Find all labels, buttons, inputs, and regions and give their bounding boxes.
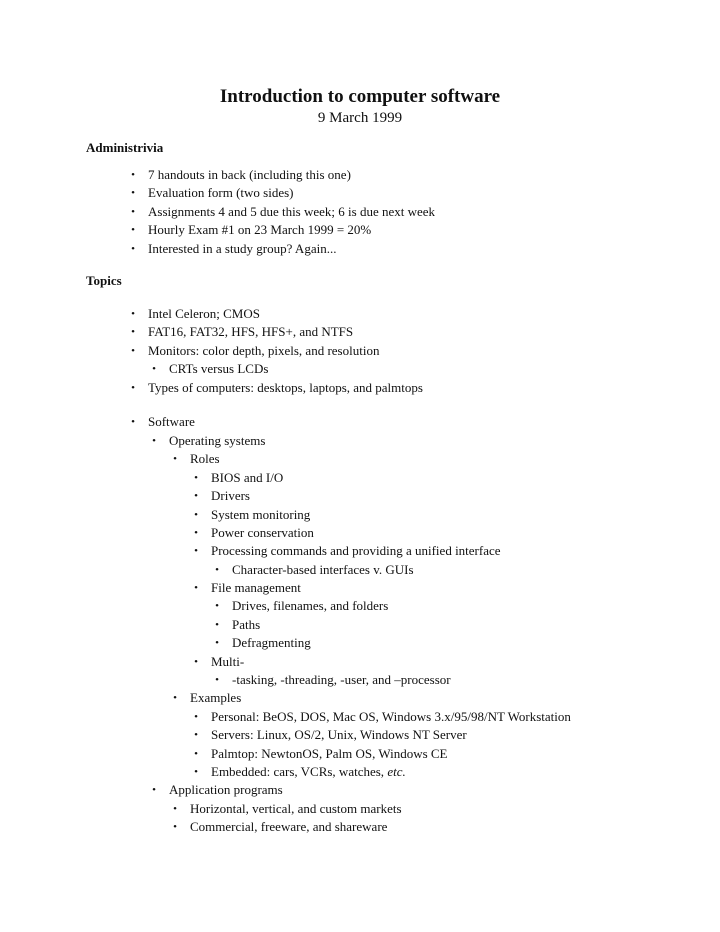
list-item-text: Monitors: color depth, pixels, and resolution: [148, 343, 380, 358]
list-item: [215, 598, 389, 614]
list-item: [152, 361, 269, 377]
list-item-text: 7 handouts in back (including this one): [148, 167, 351, 182]
list-item-text: Application programs: [169, 782, 283, 797]
list-item: [194, 709, 571, 725]
list-item-text: Examples: [190, 690, 242, 705]
bullet-icon: •: [194, 527, 198, 539]
bullet-icon: •: [131, 169, 135, 181]
list-item-text: [211, 764, 406, 780]
list-item-text: Personal: BeOS, DOS, Mac OS, Windows 3.x/95/98/NT Workstation: [211, 709, 571, 724]
list-item-text: Types of computers: desktops, laptops, and palmtops: [148, 380, 423, 395]
bullet-icon: •: [215, 674, 219, 686]
bullet-icon: •: [194, 766, 198, 778]
list-item-text: Operating systems: [169, 433, 266, 448]
document-title: Introduction to computer software: [219, 86, 501, 107]
list-item: [152, 433, 266, 449]
bullet-icon: •: [152, 363, 156, 375]
document-date: 9 March 1999: [317, 110, 403, 126]
bullet-icon: •: [194, 729, 198, 741]
list-item-text: Palmtop: NewtonOS, Palm OS, Windows CE: [211, 746, 448, 761]
section-heading-administrivia: Administrivia: [86, 140, 164, 155]
list-item: [173, 451, 220, 467]
list-item-text: Processing commands and providing a unified interface: [211, 543, 501, 558]
bullet-icon: •: [194, 582, 198, 594]
list-item-text: Power conservation: [211, 525, 314, 540]
list-item-text: Hourly Exam #1 on 23 March 1999 = 20%: [148, 222, 372, 237]
list-item: [194, 543, 501, 559]
list-item: [152, 782, 283, 798]
bullet-icon: •: [215, 564, 219, 576]
list-item-text: Roles: [190, 451, 220, 466]
list-item: [194, 580, 301, 596]
list-item: [131, 343, 380, 359]
list-item: [194, 746, 448, 762]
list-item: [194, 727, 467, 743]
list-item-text: -tasking, -threading, -user, and –processor: [232, 672, 451, 687]
list-item: [131, 241, 337, 257]
list-item-text: Commercial, freeware, and shareware: [190, 819, 388, 834]
list-item: [131, 306, 260, 322]
bullet-icon: •: [194, 748, 198, 760]
bullet-icon: •: [194, 472, 198, 484]
bullet-icon: •: [131, 326, 135, 338]
list-item: [215, 617, 261, 633]
list-item: [131, 324, 354, 340]
list-item-text: Assignments 4 and 5 due this week; 6 is due next week: [148, 204, 436, 219]
bullet-icon: •: [173, 692, 177, 704]
list-item: [194, 525, 314, 541]
bullet-icon: •: [152, 435, 156, 447]
bullet-icon: •: [194, 711, 198, 723]
list-item-text: Software: [148, 414, 195, 429]
bullet-icon: •: [215, 637, 219, 649]
list-item-text: Character-based interfaces v. GUIs: [232, 562, 414, 577]
bullet-icon: •: [131, 224, 135, 236]
list-item: [215, 635, 311, 651]
list-item-text: File management: [211, 580, 301, 595]
bullet-icon: •: [131, 243, 135, 255]
list-item-text: Intel Celeron; CMOS: [148, 306, 260, 321]
list-item: [215, 672, 451, 688]
bullet-icon: •: [194, 490, 198, 502]
bullet-icon: •: [215, 619, 219, 631]
list-item: [131, 414, 195, 430]
list-item: [131, 185, 294, 201]
list-item-text: Servers: Linux, OS/2, Unix, Windows NT Server: [211, 727, 467, 742]
list-item-text: CRTs versus LCDs: [169, 361, 269, 376]
bullet-icon: •: [131, 416, 135, 428]
list-item: [215, 562, 414, 578]
list-item-text: Paths: [232, 617, 261, 632]
list-item-text: Drivers: [211, 488, 250, 503]
list-item-text: BIOS and I/O: [211, 470, 284, 485]
list-item: [131, 222, 372, 238]
list-item: [194, 654, 245, 670]
list-item: [131, 204, 436, 220]
list-item-text: Interested in a study group? Again...: [148, 241, 337, 256]
list-item: [173, 819, 388, 835]
bullet-icon: •: [131, 187, 135, 199]
bullet-icon: •: [173, 803, 177, 815]
embedded-text: Embedded: cars, VCRs, watches,: [211, 764, 388, 779]
list-item-text: Drives, filenames, and folders: [232, 598, 389, 613]
bullet-icon: •: [173, 821, 177, 833]
list-item: [194, 507, 311, 523]
bullet-icon: •: [194, 509, 198, 521]
bullet-icon: •: [131, 308, 135, 320]
section-heading-topics: Topics: [86, 273, 122, 288]
bullet-icon: •: [131, 382, 135, 394]
bullet-icon: •: [215, 600, 219, 612]
list-item: [131, 380, 423, 396]
list-item-text: Horizontal, vertical, and custom markets: [190, 801, 402, 816]
bullet-icon: •: [131, 345, 135, 357]
bullet-icon: •: [152, 784, 156, 796]
list-item: [194, 764, 406, 780]
list-item: [173, 690, 242, 706]
list-item: [131, 167, 351, 183]
list-item: [194, 470, 284, 486]
list-item: [173, 801, 402, 817]
list-item: [194, 488, 250, 504]
list-item-text: System monitoring: [211, 507, 311, 522]
list-item-text: Multi-: [211, 654, 245, 669]
list-item-text: Defragmenting: [232, 635, 311, 650]
list-item-text: FAT16, FAT32, HFS, HFS+, and NTFS: [148, 324, 354, 339]
etc-italic: etc.: [387, 764, 406, 779]
bullet-icon: •: [131, 206, 135, 218]
bullet-icon: •: [173, 453, 177, 465]
list-item-text: Evaluation form (two sides): [148, 185, 294, 200]
bullet-icon: •: [194, 545, 198, 557]
bullet-icon: •: [194, 656, 198, 668]
